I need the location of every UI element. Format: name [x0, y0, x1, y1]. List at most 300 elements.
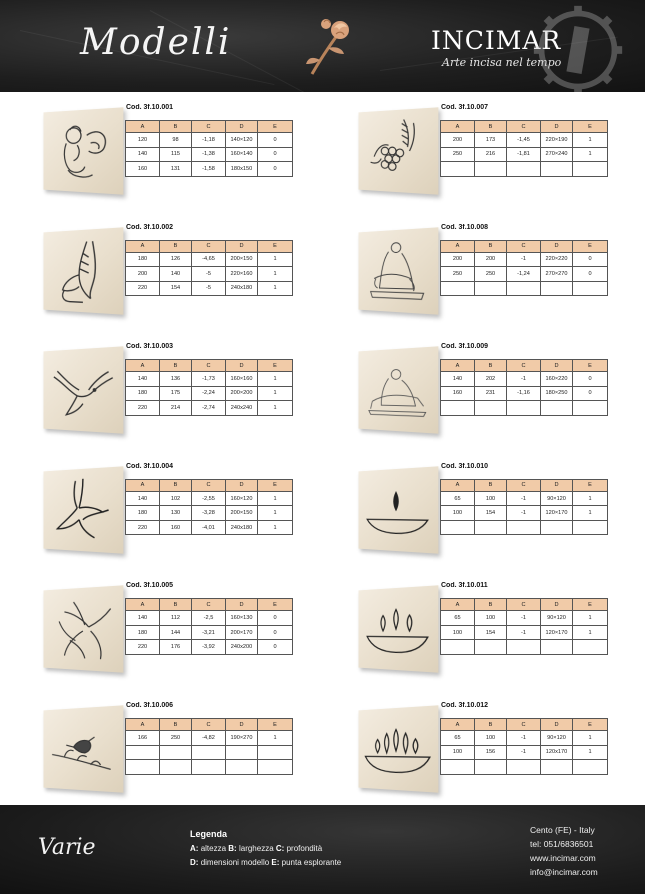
- spec-row: [126, 133, 293, 148]
- spec-cell: [541, 401, 573, 416]
- product-card: [355, 462, 645, 579]
- spec-cell: [192, 760, 226, 775]
- spec-cell: 160: [160, 520, 192, 535]
- spec-row: [441, 745, 608, 760]
- spec-row: [441, 147, 608, 162]
- spec-cell: 100: [475, 731, 507, 746]
- spec-cell: 115: [160, 147, 192, 162]
- spec-header-cell: A: [441, 121, 475, 133]
- spec-header-cell: C: [192, 360, 226, 372]
- spec-cell: 102: [160, 491, 192, 506]
- spec-cell: 270×240: [541, 147, 573, 162]
- spec-cell: [226, 760, 258, 775]
- spec-cell: [573, 520, 608, 535]
- spec-cell: [573, 401, 608, 416]
- spec-cell: 160×160: [226, 372, 258, 387]
- product-thumbnail: [359, 586, 439, 673]
- spec-cell: 90×120: [541, 611, 573, 626]
- spec-cell: [507, 162, 541, 177]
- spec-cell: -1,24: [507, 267, 541, 282]
- spec-header-cell: D: [226, 719, 258, 731]
- spec-row: [126, 745, 293, 760]
- dove-branch-icon: [47, 471, 119, 549]
- rose-icon: [298, 10, 358, 80]
- spec-cell: -1,73: [192, 372, 226, 387]
- spec-cell: 180×250: [541, 386, 573, 401]
- pieta-reclining-icon: [362, 351, 434, 429]
- spec-cell: 160: [441, 386, 475, 401]
- spec-header-cell: D: [541, 479, 573, 491]
- spec-cell: 0: [258, 162, 293, 177]
- product-code: Cod. 3f.10.004: [126, 462, 174, 470]
- spec-cell: [441, 520, 475, 535]
- spec-header-cell: C: [507, 121, 541, 133]
- spec-row: [126, 731, 293, 746]
- spec-cell: 100: [475, 491, 507, 506]
- dove-flying-icon: [47, 351, 119, 429]
- spec-header-cell: E: [258, 360, 293, 372]
- spec-row: [126, 640, 293, 655]
- spec-cell: -5: [192, 281, 226, 296]
- spec-cell: -4,01: [192, 520, 226, 535]
- spec-cell: -3,28: [192, 506, 226, 521]
- spec-cell: [475, 401, 507, 416]
- spec-row: [441, 731, 608, 746]
- spec-cell: -1: [507, 372, 541, 387]
- spec-header-cell: E: [258, 240, 293, 252]
- spec-header-cell: B: [160, 360, 192, 372]
- grapes-wheat-icon: [362, 112, 434, 190]
- spec-table: [440, 240, 608, 297]
- spec-cell: 144: [160, 625, 192, 640]
- spec-cell: 112: [160, 611, 192, 626]
- spec-cell: 240x180: [226, 281, 258, 296]
- spec-cell: [441, 162, 475, 177]
- spec-cell: 120×170: [541, 506, 573, 521]
- spec-cell: 1: [258, 267, 293, 282]
- spec-header-cell: C: [507, 599, 541, 611]
- spec-cell: -1,45: [507, 133, 541, 148]
- spec-header-cell: B: [475, 240, 507, 252]
- spec-header-row: [126, 360, 293, 372]
- spec-cell: 1: [573, 147, 608, 162]
- spec-row: [441, 281, 608, 296]
- spec-cell: [441, 640, 475, 655]
- spec-cell: 90×120: [541, 491, 573, 506]
- spec-cell: 154: [475, 506, 507, 521]
- spec-row: [126, 267, 293, 282]
- product-thumbnail: [44, 586, 124, 673]
- spec-cell: 90×120: [541, 731, 573, 746]
- spec-cell: 180: [126, 625, 160, 640]
- praying-hands-icon: [47, 231, 119, 309]
- product-card: [40, 223, 340, 340]
- spec-header-cell: D: [541, 719, 573, 731]
- spec-cell: 1: [573, 506, 608, 521]
- spec-cell: 100: [441, 745, 475, 760]
- spec-cell: 231: [475, 386, 507, 401]
- spec-row: [126, 506, 293, 521]
- spec-cell: [126, 760, 160, 775]
- product-card: [40, 462, 340, 579]
- spec-table: [440, 479, 608, 536]
- angel-icon: [47, 112, 119, 190]
- spec-cell: [541, 162, 573, 177]
- spec-header-cell: E: [573, 121, 608, 133]
- spec-cell: 175: [160, 386, 192, 401]
- spec-header-cell: A: [126, 479, 160, 491]
- spec-cell: 250: [475, 267, 507, 282]
- spec-cell: -4,65: [192, 252, 226, 267]
- spec-cell: 160×220: [541, 372, 573, 387]
- spec-table: [125, 120, 293, 177]
- spec-cell: 200: [475, 252, 507, 267]
- spec-cell: [126, 745, 160, 760]
- header-banner: [0, 0, 645, 92]
- spec-cell: 0: [573, 252, 608, 267]
- spec-row: [441, 267, 608, 282]
- spec-cell: 200: [441, 252, 475, 267]
- legend-line-1: A: altezza B: larghezza C: profondità: [190, 844, 323, 853]
- spec-header-cell: E: [573, 719, 608, 731]
- spec-cell: -1: [507, 611, 541, 626]
- product-thumbnail: [44, 705, 124, 792]
- spec-cell: 200×150: [226, 252, 258, 267]
- spec-header-cell: E: [573, 240, 608, 252]
- section-label: Varie: [38, 835, 96, 860]
- spec-cell: -1,18: [192, 133, 226, 148]
- spec-cell: 220: [126, 401, 160, 416]
- spec-row: [441, 506, 608, 521]
- spec-header-cell: C: [507, 360, 541, 372]
- spec-header-cell: E: [258, 719, 293, 731]
- spec-cell: 176: [160, 640, 192, 655]
- spec-cell: 154: [475, 625, 507, 640]
- spec-cell: 100: [441, 506, 475, 521]
- spec-row: [126, 147, 293, 162]
- spec-cell: 1: [258, 491, 293, 506]
- spec-header-row: [126, 240, 293, 252]
- spec-header-row: [441, 479, 608, 491]
- product-code: Cod. 3f.10.007: [441, 104, 489, 111]
- spec-cell: 200: [441, 133, 475, 148]
- product-thumbnail: [359, 346, 439, 433]
- product-thumbnail: [44, 107, 124, 194]
- spec-header-cell: B: [475, 479, 507, 491]
- spec-header-row: [441, 121, 608, 133]
- spec-cell: -2,55: [192, 491, 226, 506]
- spec-header-cell: B: [160, 240, 192, 252]
- spec-cell: 180: [126, 506, 160, 521]
- spec-table: [440, 718, 608, 775]
- spec-header-cell: A: [126, 360, 160, 372]
- spec-cell: 1: [573, 745, 608, 760]
- spec-header-cell: D: [541, 121, 573, 133]
- spec-cell: [507, 640, 541, 655]
- spec-cell: 140: [126, 372, 160, 387]
- spec-cell: 220×190: [541, 133, 573, 148]
- spec-cell: 1: [258, 520, 293, 535]
- spec-cell: 0: [573, 267, 608, 282]
- spec-header-cell: A: [126, 719, 160, 731]
- spec-cell: -1,38: [192, 147, 226, 162]
- spec-cell: 65: [441, 611, 475, 626]
- section-title: Modelli: [80, 22, 232, 63]
- spec-cell: 240x240: [226, 401, 258, 416]
- spec-cell: 240x180: [226, 520, 258, 535]
- spec-table: [125, 598, 293, 655]
- spec-cell: 220×220: [541, 252, 573, 267]
- contact-city: Cento (FE) - Italy: [530, 825, 595, 835]
- spec-table: [440, 359, 608, 416]
- spec-row: [441, 401, 608, 416]
- spec-row: [126, 401, 293, 416]
- spec-cell: [475, 520, 507, 535]
- spec-cell: 200×170: [226, 625, 258, 640]
- spec-cell: [541, 281, 573, 296]
- product-code: Cod. 3f.10.012: [441, 702, 489, 709]
- spec-row: [126, 252, 293, 267]
- spec-cell: 180x150: [226, 162, 258, 177]
- spec-cell: 1: [258, 372, 293, 387]
- spec-header-cell: C: [192, 121, 226, 133]
- spec-cell: 173: [475, 133, 507, 148]
- spec-header-cell: D: [226, 479, 258, 491]
- spec-row: [126, 162, 293, 177]
- spec-cell: -1: [507, 745, 541, 760]
- spec-cell: [441, 281, 475, 296]
- spec-header-cell: D: [226, 599, 258, 611]
- pieta-icon: [362, 231, 434, 309]
- spec-table: [125, 718, 293, 775]
- spec-cell: 190×270: [226, 731, 258, 746]
- spec-row: [126, 281, 293, 296]
- product-code: Cod. 3f.10.008: [441, 223, 489, 231]
- spec-header-row: [126, 599, 293, 611]
- product-thumbnail: [44, 227, 124, 314]
- product-card: [355, 104, 645, 220]
- spec-cell: 240x200: [226, 640, 258, 655]
- spec-cell: 140×120: [226, 133, 258, 148]
- footer-banner: [0, 805, 645, 894]
- product-card: [355, 343, 645, 459]
- spec-cell: 160×140: [226, 147, 258, 162]
- spec-header-row: [441, 360, 608, 372]
- spec-cell: 220: [126, 281, 160, 296]
- contact-website[interactable]: www.incimar.com: [530, 853, 596, 863]
- spec-header-cell: C: [192, 719, 226, 731]
- product-card: [40, 104, 340, 220]
- product-thumbnail: [44, 346, 124, 433]
- spec-header-row: [441, 719, 608, 731]
- spec-cell: 160×130: [226, 611, 258, 626]
- contact-phone: tel: 051/6836501: [530, 839, 594, 849]
- spec-cell: 220: [126, 520, 160, 535]
- spec-header-row: [441, 599, 608, 611]
- spec-cell: -3,92: [192, 640, 226, 655]
- spec-header-cell: A: [441, 719, 475, 731]
- product-card: [355, 582, 645, 698]
- spec-header-cell: B: [160, 479, 192, 491]
- spec-header-cell: B: [160, 599, 192, 611]
- brand-tagline: Arte incisa nel tempo: [442, 56, 562, 69]
- spec-cell: 1: [258, 386, 293, 401]
- spec-cell: -2,24: [192, 386, 226, 401]
- spec-cell: 160×120: [226, 491, 258, 506]
- spec-cell: [441, 401, 475, 416]
- brand-name: INCIMAR: [431, 26, 562, 55]
- spec-cell: 140: [441, 372, 475, 387]
- spec-row: [441, 133, 608, 148]
- spec-header-cell: C: [507, 719, 541, 731]
- spec-header-cell: A: [441, 599, 475, 611]
- spec-cell: 156: [475, 745, 507, 760]
- spec-cell: [441, 760, 475, 775]
- product-code: Cod. 3f.10.003: [126, 343, 174, 351]
- spec-cell: 270×270: [541, 267, 573, 282]
- spec-header-cell: C: [192, 479, 226, 491]
- spec-cell: 220: [126, 640, 160, 655]
- spec-header-cell: A: [126, 599, 160, 611]
- spec-header-cell: A: [126, 121, 160, 133]
- spec-cell: -1,16: [507, 386, 541, 401]
- spec-header-cell: D: [226, 121, 258, 133]
- spec-header-cell: D: [226, 240, 258, 252]
- spec-cell: 65: [441, 731, 475, 746]
- spec-cell: 1: [258, 731, 293, 746]
- spec-cell: 120x170: [541, 745, 573, 760]
- spec-header-cell: E: [573, 599, 608, 611]
- spec-header-cell: B: [475, 121, 507, 133]
- product-card: [355, 223, 645, 340]
- product-thumbnail: [359, 107, 439, 194]
- spec-cell: [507, 281, 541, 296]
- spec-header-cell: B: [475, 599, 507, 611]
- spec-header-cell: A: [441, 360, 475, 372]
- spec-header-cell: B: [475, 360, 507, 372]
- spec-cell: -2,74: [192, 401, 226, 416]
- spec-row: [441, 252, 608, 267]
- spec-cell: 1: [573, 625, 608, 640]
- spec-row: [441, 640, 608, 655]
- spec-cell: 1: [258, 281, 293, 296]
- spec-cell: 100: [441, 625, 475, 640]
- spec-header-cell: B: [160, 719, 192, 731]
- spec-row: [441, 162, 608, 177]
- spec-cell: 100: [475, 611, 507, 626]
- spec-cell: 200: [126, 267, 160, 282]
- spec-cell: [475, 162, 507, 177]
- dove-hands-icon: [47, 590, 119, 668]
- spec-cell: 160: [126, 162, 160, 177]
- spec-cell: -5: [192, 267, 226, 282]
- spec-cell: -1: [507, 491, 541, 506]
- spec-row: [126, 372, 293, 387]
- spec-row: [441, 611, 608, 626]
- product-code: Cod. 3f.10.011: [441, 582, 488, 590]
- product-code: Cod. 3f.10.010: [441, 462, 489, 470]
- spec-cell: [541, 640, 573, 655]
- spec-header-cell: D: [541, 599, 573, 611]
- spec-cell: [541, 760, 573, 775]
- spec-cell: 140: [126, 147, 160, 162]
- spec-cell: [573, 281, 608, 296]
- spec-cell: [226, 745, 258, 760]
- gear-logo-icon: [530, 2, 626, 92]
- spec-cell: [258, 760, 293, 775]
- spec-cell: 154: [160, 281, 192, 296]
- spec-row: [441, 760, 608, 775]
- spec-row: [126, 760, 293, 775]
- product-card: [355, 702, 645, 818]
- spec-cell: 200×150: [226, 506, 258, 521]
- spec-table: [125, 240, 293, 297]
- spec-header-row: [126, 479, 293, 491]
- spec-cell: 1: [258, 401, 293, 416]
- product-code: Cod. 3f.10.002: [126, 223, 174, 231]
- spec-table: [125, 479, 293, 536]
- spec-cell: 1: [258, 506, 293, 521]
- spec-cell: 250: [441, 267, 475, 282]
- spec-cell: 0: [258, 611, 293, 626]
- spec-cell: 0: [573, 372, 608, 387]
- spec-cell: 202: [475, 372, 507, 387]
- legend-line-2: D: dimensioni modello E: punta esplorante: [190, 858, 342, 867]
- spec-header-row: [126, 121, 293, 133]
- spec-header-cell: C: [507, 479, 541, 491]
- spec-cell: 140: [160, 267, 192, 282]
- spec-cell: 250: [160, 731, 192, 746]
- product-thumbnail: [359, 227, 439, 314]
- contact-email[interactable]: info@incimar.com: [530, 867, 598, 877]
- spec-cell: 120×170: [541, 625, 573, 640]
- spec-cell: 65: [441, 491, 475, 506]
- spec-cell: -1: [507, 625, 541, 640]
- spec-cell: 1: [573, 611, 608, 626]
- spec-cell: [507, 401, 541, 416]
- spec-cell: 0: [258, 640, 293, 655]
- bird-branch-icon: [47, 710, 119, 788]
- spec-cell: 180: [126, 252, 160, 267]
- spec-cell: [573, 640, 608, 655]
- product-thumbnail: [44, 466, 124, 553]
- spec-cell: [475, 281, 507, 296]
- spec-row: [441, 625, 608, 640]
- spec-cell: [258, 745, 293, 760]
- spec-header-cell: D: [226, 360, 258, 372]
- spec-cell: 130: [160, 506, 192, 521]
- spec-cell: 200×200: [226, 386, 258, 401]
- spec-cell: 98: [160, 133, 192, 148]
- spec-cell: 216: [475, 147, 507, 162]
- spec-header-cell: B: [160, 121, 192, 133]
- product-code: Cod. 3f.10.001: [126, 104, 174, 111]
- spec-cell: -3,21: [192, 625, 226, 640]
- spec-cell: 166: [126, 731, 160, 746]
- spec-cell: 250: [441, 147, 475, 162]
- spec-header-cell: E: [258, 599, 293, 611]
- spec-cell: -1: [507, 731, 541, 746]
- spec-table: [440, 120, 608, 177]
- product-thumbnail: [359, 466, 439, 553]
- spec-cell: 126: [160, 252, 192, 267]
- spec-row: [126, 491, 293, 506]
- spec-cell: 120: [126, 133, 160, 148]
- spec-cell: [160, 760, 192, 775]
- spec-cell: 1: [258, 252, 293, 267]
- three-flame-lamp-icon: [362, 590, 434, 668]
- spec-cell: [573, 162, 608, 177]
